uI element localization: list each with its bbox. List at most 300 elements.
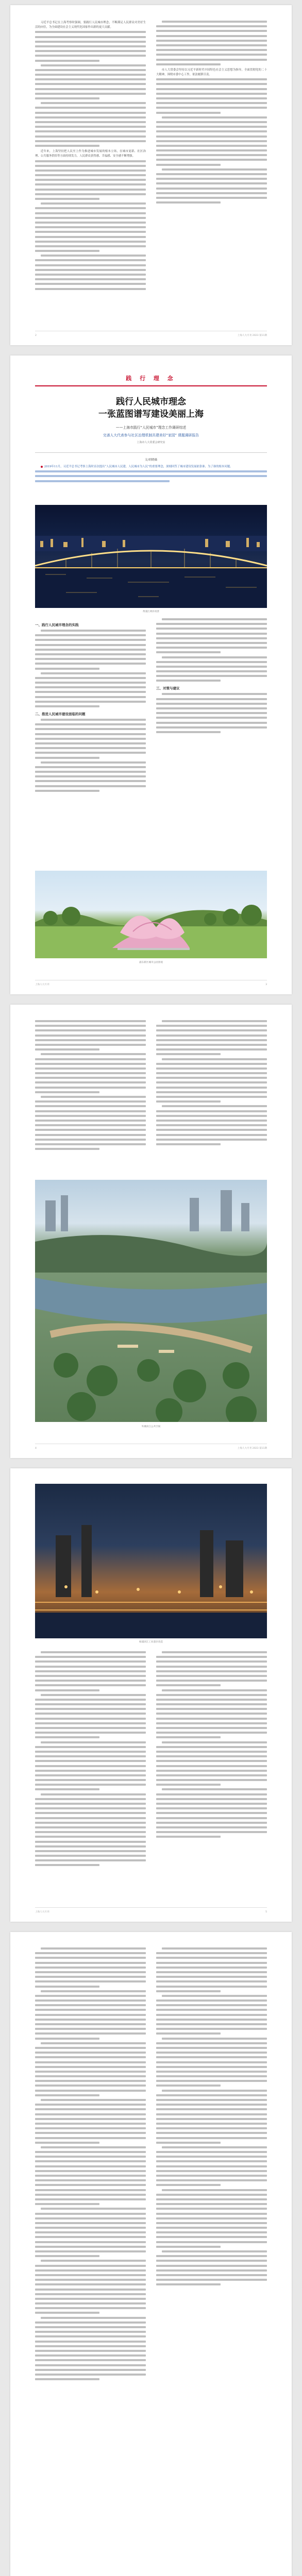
text-line <box>35 2071 146 2073</box>
text-line <box>35 733 146 735</box>
text-line <box>41 1053 146 1055</box>
text-line <box>35 2326 146 2328</box>
text-line <box>156 2179 267 2181</box>
text-line <box>35 2151 146 2153</box>
text-line <box>35 2236 146 2238</box>
text-line <box>156 717 267 719</box>
photo-caption: 外滩滨江公共空间 <box>141 1426 161 1428</box>
text-line <box>162 2090 267 2092</box>
text-line <box>35 1129 146 1131</box>
text-line <box>35 775 146 777</box>
text-line <box>41 2042 146 2044</box>
text-line <box>35 2104 146 2106</box>
text-line <box>35 112 146 114</box>
text-line <box>35 1703 146 1705</box>
text-line <box>35 2179 146 2181</box>
text-line <box>156 2246 221 2248</box>
text-line <box>35 183 146 185</box>
text-line <box>35 1822 146 1824</box>
text-line <box>156 178 267 180</box>
text-line <box>156 88 267 90</box>
text-line <box>156 140 267 142</box>
text-line <box>156 2052 267 2054</box>
text-line <box>41 202 146 205</box>
text-line <box>35 2118 146 2120</box>
paragraph: 近年来，上海坚持把人民至上作为推进城市发展的根本立场，在城市更新、社区治理、公共服务供给等方面持续发力，人民群众获得感、幸福感、安全感不断增强。 <box>35 150 146 158</box>
text-line <box>35 217 146 219</box>
text-line <box>156 2151 267 2153</box>
text-line <box>156 1139 267 1141</box>
text-line <box>156 1751 267 1753</box>
text-line <box>35 1999 146 2002</box>
text-line <box>35 121 146 123</box>
text-line <box>156 2227 267 2229</box>
text-line <box>35 2345 146 2347</box>
text-line <box>156 1134 267 1136</box>
text-line <box>156 44 267 46</box>
text-line <box>162 1947 267 1950</box>
text-line <box>35 1995 146 1997</box>
text-line <box>35 1751 146 1753</box>
text-line <box>156 1727 267 1729</box>
text-line <box>35 2142 99 2144</box>
text-line <box>156 1990 221 1992</box>
page-3-col-right <box>156 1020 267 1175</box>
text-line <box>156 182 267 184</box>
text-line <box>156 59 267 61</box>
text-line <box>35 2023 146 2025</box>
text-line <box>156 83 267 85</box>
park-photo <box>35 871 267 958</box>
text-line <box>162 1105 267 1107</box>
text-line <box>156 2127 267 2129</box>
text-line <box>156 1072 267 1074</box>
text-line <box>35 1798 146 1800</box>
page-footer <box>35 1907 267 1914</box>
text-line <box>35 634 146 636</box>
text-line <box>35 83 146 85</box>
text-line <box>156 1793 267 1795</box>
text-line <box>35 2038 99 2040</box>
text-line <box>35 742 146 744</box>
text-line <box>35 97 99 99</box>
text-line <box>35 2198 146 2200</box>
text-line <box>156 1971 267 1973</box>
page-1-col-right <box>156 21 267 325</box>
text-line <box>41 1947 146 1950</box>
text-line <box>156 1120 267 1122</box>
text-line <box>35 2293 146 2295</box>
text-line <box>35 2364 146 2366</box>
text-line <box>35 2374 146 2376</box>
text-line <box>35 2213 146 2215</box>
text-line <box>35 283 146 285</box>
text-line <box>35 766 146 768</box>
text-line <box>35 74 146 76</box>
text-line <box>35 1736 99 1738</box>
text-line <box>35 2032 146 2035</box>
text-line <box>156 1831 267 1833</box>
text-line <box>156 1053 221 1055</box>
text-line <box>156 2132 267 2134</box>
text-line <box>156 726 267 728</box>
text-line <box>156 623 267 625</box>
text-line <box>35 250 99 252</box>
text-line <box>35 2061 146 2063</box>
text-line <box>156 707 267 709</box>
text-line <box>35 2160 146 2162</box>
text-line <box>35 2028 146 2030</box>
text-line <box>162 116 267 118</box>
text-line <box>35 2127 146 2129</box>
text-line <box>156 1798 267 1800</box>
text-line <box>156 2014 267 2016</box>
text-line <box>156 49 267 51</box>
text-line <box>35 677 146 679</box>
text-line <box>35 2269 146 2272</box>
text-line <box>156 666 267 668</box>
text-line <box>156 2042 267 2044</box>
text-line <box>35 2170 146 2172</box>
text-line <box>35 644 146 646</box>
text-line <box>156 2104 267 2106</box>
text-line <box>41 1651 146 1653</box>
text-line <box>156 2203 267 2205</box>
text-line <box>156 1718 267 1720</box>
industrial-waterfront-photo <box>35 1484 267 1638</box>
section-heading: 二、推进人民城市建设面临的问题 <box>35 712 86 716</box>
text-line <box>35 1048 99 1050</box>
text-line <box>35 1980 146 1982</box>
text-line <box>41 761 146 764</box>
text-line <box>35 1788 99 1790</box>
text-line <box>35 78 146 80</box>
text-line <box>156 1817 267 1819</box>
text-line <box>35 2056 146 2058</box>
text-line <box>35 31 146 33</box>
text-line <box>35 145 99 147</box>
text-line <box>35 50 146 52</box>
page-5-col-left <box>35 1947 146 2571</box>
text-line <box>156 2019 267 2021</box>
text-line <box>156 25 267 27</box>
text-line <box>35 696 146 698</box>
text-line <box>35 2080 146 2082</box>
text-line <box>35 1081 146 1083</box>
text-line <box>35 69 146 71</box>
text-line <box>41 1793 146 1795</box>
text-line <box>35 1718 146 1720</box>
text-line <box>156 1035 267 1037</box>
text-line <box>156 2075 267 2077</box>
text-line <box>41 1096 146 1098</box>
text-line <box>35 231 146 233</box>
text-line <box>35 1807 146 1809</box>
text-line <box>35 1044 146 1046</box>
text-line <box>35 1850 146 1852</box>
text-line <box>35 2084 146 2087</box>
author-org: 上海市人大常委会研究室 <box>137 440 165 444</box>
text-line <box>35 278 146 280</box>
text-line <box>156 1096 267 1098</box>
text-line <box>156 1675 267 1677</box>
article-headline-line2: 一张蓝图谱写建设美丽上海 <box>98 409 204 419</box>
text-line <box>156 173 267 175</box>
text-line <box>35 264 146 266</box>
text-line <box>35 1971 146 1973</box>
text-line <box>162 21 267 23</box>
text-line <box>162 693 267 695</box>
paragraph: 市人大常委会坚持以习近平新时代中国特色社会主义思想为指导，全面贯彻党的二十大精神，围绕市委中心工作，依法履职尽责。 <box>156 68 267 77</box>
text-line <box>162 1651 267 1653</box>
page-number: 2 <box>35 334 37 337</box>
text-line <box>35 1656 146 1658</box>
text-line <box>35 1680 146 1682</box>
text-line <box>156 197 267 199</box>
photo-caption: 杨浦滨江工业遗存改造 <box>139 1641 163 1643</box>
text-line <box>35 1732 146 1734</box>
text-line <box>35 1779 146 1781</box>
text-line <box>41 255 146 257</box>
text-line <box>35 165 146 167</box>
text-line <box>156 2066 267 2068</box>
text-line <box>162 656 267 658</box>
text-line <box>35 1845 146 1848</box>
text-line <box>35 241 146 243</box>
text-line <box>156 637 267 639</box>
text-line <box>35 639 146 641</box>
text-line <box>35 663 146 665</box>
text-line <box>156 2283 221 2285</box>
text-line <box>35 189 146 191</box>
report-title: 完善人大代表参与社区治理机制共建美好“家园” 课题调研报告 <box>103 433 199 437</box>
text-line <box>156 2184 221 2186</box>
text-line <box>35 2066 146 2068</box>
text-line <box>162 1741 267 1743</box>
text-line <box>156 2194 267 2196</box>
text-line <box>156 97 267 99</box>
text-line <box>156 2265 267 2267</box>
text-line <box>162 1689 267 1691</box>
text-line <box>35 36 146 38</box>
page-number: 4 <box>35 1447 37 1450</box>
text-line <box>35 1039 146 1041</box>
text-line <box>35 1063 146 1065</box>
text-line <box>35 60 99 62</box>
text-line <box>156 651 221 653</box>
byline: 文/胡晓薇 <box>144 459 158 462</box>
text-line <box>156 1100 221 1103</box>
text-line <box>35 1713 146 1715</box>
text-line <box>156 1124 267 1126</box>
text-line <box>35 41 146 43</box>
text-line <box>156 1755 267 1757</box>
text-line <box>35 2302 146 2304</box>
text-line <box>35 785 146 787</box>
text-line <box>156 107 267 109</box>
text-line <box>156 126 267 128</box>
text-line <box>35 1067 146 1070</box>
text-line <box>35 1660 146 1663</box>
text-line <box>41 719 146 721</box>
text-line <box>35 728 146 730</box>
text-line <box>156 722 267 724</box>
text-line <box>156 1115 267 1117</box>
page-4-col-right <box>156 1651 267 1901</box>
page-footer <box>35 331 267 338</box>
text-line <box>156 2222 267 2224</box>
text-line <box>35 1077 146 1079</box>
text-line <box>35 135 146 138</box>
text-line <box>35 1100 146 1103</box>
text-line <box>35 475 267 477</box>
text-line <box>35 1115 146 1117</box>
text-line <box>35 274 146 276</box>
text-line <box>41 672 146 674</box>
text-line <box>156 642 267 644</box>
text-line <box>35 212 146 214</box>
text-line <box>35 1760 146 1762</box>
page-5-col-right <box>156 1947 267 2571</box>
text-line <box>35 1670 146 1672</box>
text-line <box>41 64 146 66</box>
section-heading: 一、践行人民城市理念的实践 <box>35 623 79 627</box>
text-line <box>156 2094 267 2096</box>
text-line <box>35 1035 146 1037</box>
text-line <box>156 2241 267 2243</box>
text-line <box>35 2246 146 2248</box>
text-line <box>156 2175 267 2177</box>
text-line <box>156 2028 267 2030</box>
text-line <box>35 2250 146 2252</box>
text-line <box>156 130 267 132</box>
text-line <box>156 135 267 138</box>
text-line <box>35 2094 99 2096</box>
text-line <box>35 1120 146 1122</box>
text-line <box>35 668 99 670</box>
text-line <box>35 1020 146 1022</box>
article-headline-line1: 践行人民城市理念 <box>116 396 186 407</box>
text-line <box>35 1029 146 1031</box>
text-line <box>156 1087 267 1089</box>
text-line <box>156 1048 267 1050</box>
text-line <box>156 1986 267 1988</box>
text-line <box>156 2260 267 2262</box>
page-2 <box>10 355 292 994</box>
page-4 <box>10 1468 292 1922</box>
text-line <box>156 1784 221 1786</box>
text-line <box>35 1110 146 1112</box>
text-line <box>35 2321 146 2324</box>
text-line <box>156 2137 267 2139</box>
text-line <box>35 1817 146 1819</box>
photo-caption: 浦东新区城市公园景观 <box>139 961 163 964</box>
page-footer <box>35 1444 267 1451</box>
text-line <box>156 1957 267 1959</box>
text-line <box>156 1836 221 1838</box>
text-line <box>156 2118 267 2120</box>
text-line <box>35 45 146 47</box>
text-line <box>35 1770 146 1772</box>
column-label: 践 行 理 念 <box>126 375 176 382</box>
text-line <box>35 2156 146 2158</box>
text-line <box>156 2099 267 2101</box>
text-line <box>35 1755 146 1757</box>
text-line <box>35 1684 146 1686</box>
text-line <box>156 1656 267 1658</box>
text-line <box>41 1990 146 1992</box>
text-line <box>162 1995 267 1997</box>
text-line <box>156 1803 267 1805</box>
text-line <box>35 288 146 290</box>
text-line <box>35 126 146 128</box>
text-line <box>35 2004 146 2006</box>
text-line <box>156 703 267 705</box>
text-line <box>35 2265 146 2267</box>
text-line <box>156 2279 267 2281</box>
text-line <box>35 2369 146 2371</box>
text-line <box>35 2108 146 2110</box>
text-line <box>41 1694 146 1696</box>
text-line <box>156 1025 267 1027</box>
text-line <box>35 1826 146 1828</box>
page-number: 3 <box>265 983 267 986</box>
text-line <box>35 1699 146 1701</box>
text-line <box>156 112 221 114</box>
text-line <box>156 661 267 663</box>
text-line <box>35 2359 146 2361</box>
text-line <box>156 1680 267 1682</box>
night-bridge-photo <box>35 505 267 608</box>
text-line <box>35 723 146 725</box>
text-line <box>156 35 267 37</box>
text-line <box>35 790 99 792</box>
text-line <box>156 63 221 65</box>
journal-name: 上海人大月刊 2023 第11期 <box>237 1447 267 1450</box>
text-line <box>156 1708 267 1710</box>
text-line <box>156 675 267 677</box>
text-line <box>156 2255 267 2257</box>
text-line <box>35 1836 146 1838</box>
text-line <box>35 1727 146 1729</box>
page-3-col-left <box>35 1020 146 1175</box>
text-line <box>156 633 267 635</box>
text-line <box>35 738 146 740</box>
text-line <box>156 154 267 156</box>
text-line <box>35 2137 146 2139</box>
text-line <box>35 1976 146 1978</box>
text-line <box>156 2213 267 2215</box>
text-line <box>156 2142 221 2144</box>
text-line <box>35 1962 146 1964</box>
text-line <box>156 2231 267 2233</box>
text-line <box>35 649 146 651</box>
text-line <box>156 1952 267 1954</box>
text-line <box>35 682 146 684</box>
text-line <box>162 1788 267 1790</box>
text-line <box>156 1999 267 2002</box>
text-line <box>35 2289 146 2291</box>
text-line <box>41 1741 146 1743</box>
text-line <box>35 1774 146 1776</box>
text-line <box>41 2208 146 2210</box>
text-line <box>41 2099 146 2101</box>
text-line <box>35 2231 146 2233</box>
text-line <box>156 1713 267 1715</box>
page-number: 5 <box>265 1910 267 1913</box>
text-line <box>35 2279 146 2281</box>
text-line <box>156 2165 267 2167</box>
